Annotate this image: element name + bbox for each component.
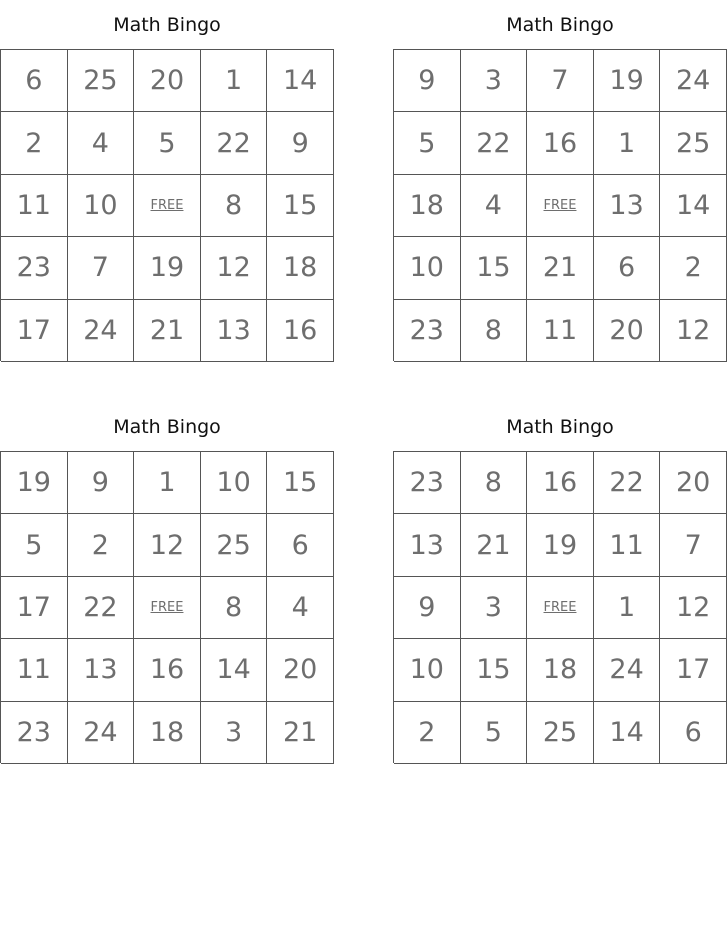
- card-title: Math Bingo: [113, 14, 221, 36]
- bingo-cell: 15: [267, 452, 334, 514]
- bingo-cell: 16: [527, 452, 594, 514]
- bingo-cell: 9: [394, 577, 461, 639]
- bingo-cell: 14: [660, 175, 727, 237]
- bingo-cell: 4: [68, 112, 135, 174]
- bingo-cell: 23: [394, 452, 461, 514]
- bingo-cell: 3: [461, 577, 528, 639]
- bingo-card-2: [393, 0, 727, 361]
- bingo-cell: 24: [594, 639, 661, 701]
- bingo-cell: 17: [660, 639, 727, 701]
- bingo-cell: 24: [660, 50, 727, 112]
- bingo-cell: 3: [201, 702, 268, 764]
- card-title: Math Bingo: [113, 416, 221, 438]
- bingo-cell: 1: [594, 577, 661, 639]
- bingo-grid: [393, 451, 727, 763]
- bingo-cell: 13: [201, 300, 268, 362]
- bingo-cell: 2: [68, 514, 135, 576]
- card-title: Math Bingo: [506, 416, 614, 438]
- bingo-cell: 3: [461, 50, 528, 112]
- bingo-cell: 4: [267, 577, 334, 639]
- bingo-cell: 22: [68, 577, 135, 639]
- bingo-cell: 11: [1, 175, 68, 237]
- bingo-cell: 21: [461, 514, 528, 576]
- bingo-cell: 12: [201, 237, 268, 299]
- bingo-cell: 11: [527, 300, 594, 362]
- bingo-cell: 14: [201, 639, 268, 701]
- free-space-cell: FREE: [134, 175, 201, 237]
- bingo-cell: 1: [201, 50, 268, 112]
- free-space-cell: FREE: [527, 577, 594, 639]
- free-space-cell: FREE: [134, 577, 201, 639]
- bingo-cell: 10: [394, 237, 461, 299]
- bingo-cell: 6: [267, 514, 334, 576]
- bingo-cell: 15: [267, 175, 334, 237]
- bingo-cell: 11: [1, 639, 68, 701]
- bingo-card-3: [0, 402, 334, 763]
- bingo-cell: 25: [68, 50, 135, 112]
- bingo-grid: [0, 451, 334, 763]
- bingo-cell: 10: [394, 639, 461, 701]
- bingo-cell: 5: [461, 702, 528, 764]
- bingo-cell: 23: [1, 702, 68, 764]
- free-space-cell: FREE: [527, 175, 594, 237]
- bingo-cell: 21: [527, 237, 594, 299]
- bingo-cell: 19: [134, 237, 201, 299]
- bingo-grid: [393, 49, 727, 361]
- bingo-cell: 20: [267, 639, 334, 701]
- bingo-cell: 6: [1, 50, 68, 112]
- bingo-cell: 20: [660, 452, 727, 514]
- bingo-cell: 7: [527, 50, 594, 112]
- bingo-cell: 14: [594, 702, 661, 764]
- bingo-cell: 1: [134, 452, 201, 514]
- bingo-cell: 1: [594, 112, 661, 174]
- bingo-cell: 25: [527, 702, 594, 764]
- bingo-cell: 16: [134, 639, 201, 701]
- bingo-card-1: [0, 0, 334, 361]
- bingo-cell: 8: [461, 452, 528, 514]
- bingo-cell: 15: [461, 237, 528, 299]
- bingo-cell: 19: [594, 50, 661, 112]
- bingo-cell: 16: [527, 112, 594, 174]
- bingo-cell: 14: [267, 50, 334, 112]
- bingo-cell: 22: [461, 112, 528, 174]
- bingo-cell: 21: [134, 300, 201, 362]
- bingo-cell: 12: [660, 300, 727, 362]
- bingo-cell: 7: [660, 514, 727, 576]
- bingo-cell: 16: [267, 300, 334, 362]
- bingo-cell: 6: [660, 702, 727, 764]
- bingo-cell: 17: [1, 577, 68, 639]
- bingo-cell: 17: [1, 300, 68, 362]
- bingo-cell: 2: [394, 702, 461, 764]
- bingo-cell: 8: [201, 175, 268, 237]
- bingo-cell: 5: [394, 112, 461, 174]
- bingo-cell: 10: [201, 452, 268, 514]
- bingo-cell: 5: [1, 514, 68, 576]
- bingo-cell: 9: [394, 50, 461, 112]
- bingo-cell: 24: [68, 702, 135, 764]
- bingo-cell: 19: [1, 452, 68, 514]
- bingo-cell: 13: [394, 514, 461, 576]
- bingo-cell: 15: [461, 639, 528, 701]
- bingo-cell: 20: [134, 50, 201, 112]
- bingo-cell: 10: [68, 175, 135, 237]
- bingo-cell: 13: [594, 175, 661, 237]
- bingo-cell: 12: [660, 577, 727, 639]
- bingo-cell: 21: [267, 702, 334, 764]
- card-title: Math Bingo: [506, 14, 614, 36]
- bingo-cell: 5: [134, 112, 201, 174]
- bingo-cell: 6: [594, 237, 661, 299]
- bingo-cell: 2: [660, 237, 727, 299]
- bingo-grid: [0, 49, 334, 361]
- bingo-cell: 8: [201, 577, 268, 639]
- bingo-cell: 9: [267, 112, 334, 174]
- bingo-cell: 24: [68, 300, 135, 362]
- bingo-cell: 25: [201, 514, 268, 576]
- bingo-cell: 18: [134, 702, 201, 764]
- bingo-cell: 20: [594, 300, 661, 362]
- bingo-cell: 12: [134, 514, 201, 576]
- bingo-cell: 25: [660, 112, 727, 174]
- bingo-cell: 2: [1, 112, 68, 174]
- bingo-cell: 7: [68, 237, 135, 299]
- bingo-cell: 19: [527, 514, 594, 576]
- bingo-cell: 23: [1, 237, 68, 299]
- bingo-cell: 8: [461, 300, 528, 362]
- bingo-cell: 18: [394, 175, 461, 237]
- bingo-card-4: [393, 402, 727, 763]
- bingo-cell: 22: [594, 452, 661, 514]
- bingo-cell: 4: [461, 175, 528, 237]
- bingo-cell: 23: [394, 300, 461, 362]
- bingo-cell: 18: [267, 237, 334, 299]
- bingo-cell: 9: [68, 452, 135, 514]
- bingo-cell: 11: [594, 514, 661, 576]
- bingo-cell: 22: [201, 112, 268, 174]
- bingo-cell: 18: [527, 639, 594, 701]
- bingo-cell: 13: [68, 639, 135, 701]
